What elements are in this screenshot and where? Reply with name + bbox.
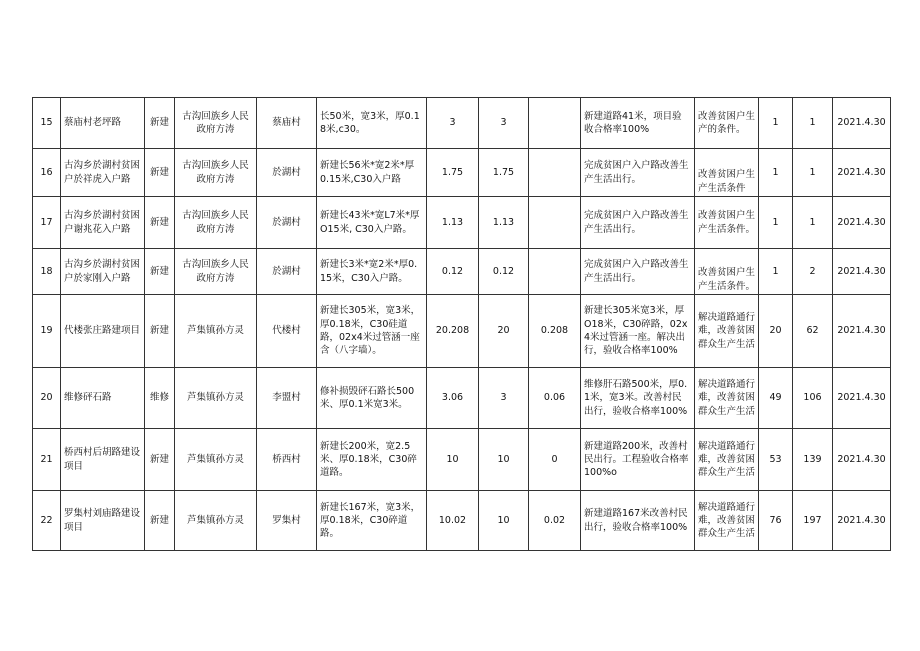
completion-date: 2021.4.30	[833, 295, 891, 368]
village: 罗集村	[257, 491, 317, 551]
benefit-mechanism: 改善贫困户生产生活条件。	[695, 249, 759, 295]
performance-goal: 新建长305米宽3米，厚O18米，C30碎路，02x4米过管涵一座。解决出行，验收合格率100%	[581, 295, 695, 368]
construction-content: 新建长56米*宽2米*厚0.15米,C30入户路	[317, 149, 427, 197]
village: 蔡庙村	[257, 98, 317, 149]
performance-goal: 完成贫困户入户路改善生产生活出行。	[581, 249, 695, 295]
beneficiary-people: 1	[793, 149, 833, 197]
project-name: 代楼张庄路建项目	[61, 295, 145, 368]
responsible-unit: 芦集镇孙方灵	[175, 429, 257, 491]
completion-date: 2021.4.30	[833, 249, 891, 295]
table-row	[33, 429, 891, 491]
construction-type: 新建	[145, 295, 175, 368]
beneficiary-households: 1	[759, 197, 793, 249]
fund-amount-1: 20	[479, 295, 529, 368]
beneficiary-households: 53	[759, 429, 793, 491]
row-number: 17	[33, 197, 61, 249]
fund-amount-2: 0	[529, 429, 581, 491]
completion-date: 2021.4.30	[833, 149, 891, 197]
total-investment: 3.06	[427, 368, 479, 429]
construction-type: 新建	[145, 491, 175, 551]
row-number: 22	[33, 491, 61, 551]
beneficiary-people: 1	[793, 197, 833, 249]
row-number: 20	[33, 368, 61, 429]
construction-content: 新建长3米*宽2米*厚0.15米，C30入户路。	[317, 249, 427, 295]
construction-type: 新建	[145, 249, 175, 295]
fund-amount-1: 10	[479, 491, 529, 551]
benefit-mechanism: 改善贫困户生产的条件。	[695, 98, 759, 149]
fund-amount-2: 0.02	[529, 491, 581, 551]
table-row	[33, 295, 891, 368]
responsible-unit: 古沟回族乡人民政府方涛	[175, 149, 257, 197]
performance-goal: 完成贫困户入户路改善生产生活出行。	[581, 149, 695, 197]
beneficiary-people: 62	[793, 295, 833, 368]
construction-type: 维修	[145, 368, 175, 429]
fund-amount-1: 1.13	[479, 197, 529, 249]
beneficiary-people: 1	[793, 98, 833, 149]
total-investment: 1.13	[427, 197, 479, 249]
responsible-unit: 芦集镇孙方灵	[175, 295, 257, 368]
fund-amount-2	[529, 249, 581, 295]
performance-goal: 新建道路167米改善村民出行，验收合格率100%	[581, 491, 695, 551]
completion-date: 2021.4.30	[833, 197, 891, 249]
responsible-unit: 古沟回族乡人民政府方涛	[175, 98, 257, 149]
total-investment: 10.02	[427, 491, 479, 551]
table-row	[33, 98, 891, 149]
project-name: 罗集村刘庙路建设项目	[61, 491, 145, 551]
village: 李盟村	[257, 368, 317, 429]
beneficiary-people: 106	[793, 368, 833, 429]
completion-date: 2021.4.30	[833, 368, 891, 429]
village: 代楼村	[257, 295, 317, 368]
table-row	[33, 197, 891, 249]
fund-amount-2	[529, 98, 581, 149]
beneficiary-households: 1	[759, 249, 793, 295]
beneficiary-people: 197	[793, 491, 833, 551]
beneficiary-households: 20	[759, 295, 793, 368]
total-investment: 0.12	[427, 249, 479, 295]
total-investment: 1.75	[427, 149, 479, 197]
construction-content: 新建长200米，宽2.5米、厚0.18米，C30碎道路。	[317, 429, 427, 491]
beneficiary-households: 76	[759, 491, 793, 551]
responsible-unit: 芦集镇孙方灵	[175, 491, 257, 551]
fund-amount-2: 0.06	[529, 368, 581, 429]
beneficiary-people: 139	[793, 429, 833, 491]
project-name: 桥西村后胡路建设项目	[61, 429, 145, 491]
total-investment: 3	[427, 98, 479, 149]
project-name: 维修砰石路	[61, 368, 145, 429]
village: 於湖村	[257, 197, 317, 249]
construction-content: 新建长167米，宽3米，厚0.18米，C30碎道路。	[317, 491, 427, 551]
completion-date: 2021.4.30	[833, 98, 891, 149]
benefit-mechanism: 解决道路通行难，改善贫困群众生产生活	[695, 295, 759, 368]
responsible-unit: 芦集镇孙方灵	[175, 368, 257, 429]
beneficiary-households: 1	[759, 149, 793, 197]
fund-amount-2	[529, 149, 581, 197]
row-number: 16	[33, 149, 61, 197]
fund-amount-1: 3	[479, 368, 529, 429]
fund-amount-1: 10	[479, 429, 529, 491]
benefit-mechanism: 解决道路通行难，改善贫困群众生产生活	[695, 429, 759, 491]
project-name: 古沟乡於湖村贫困户於祥虎入户路	[61, 149, 145, 197]
construction-content: 修补损毁砰石路长500米、厚0.1米宽3米。	[317, 368, 427, 429]
total-investment: 20.208	[427, 295, 479, 368]
table-row	[33, 249, 891, 295]
fund-amount-2	[529, 197, 581, 249]
benefit-mechanism: 解决道路通行难，改善贫困群众生产生活	[695, 491, 759, 551]
performance-goal: 完成贫困户入户路改善生产生活出行。	[581, 197, 695, 249]
total-investment: 10	[427, 429, 479, 491]
beneficiary-households: 49	[759, 368, 793, 429]
project-name: 蔡庙村老坪路	[61, 98, 145, 149]
construction-type: 新建	[145, 197, 175, 249]
village: 桥西村	[257, 429, 317, 491]
construction-type: 新建	[145, 429, 175, 491]
benefit-mechanism: 改善贫困户生产生活条件	[695, 149, 759, 197]
responsible-unit: 古沟回族乡人民政府方涛	[175, 197, 257, 249]
responsible-unit: 古沟回族乡人民政府方涛	[175, 249, 257, 295]
construction-type: 新建	[145, 149, 175, 197]
benefit-mechanism: 改善贫困户生产生活条件。	[695, 197, 759, 249]
construction-content: 新建长43米*宽L7米*厚O15米, C30入户路。	[317, 197, 427, 249]
completion-date: 2021.4.30	[833, 491, 891, 551]
construction-content: 新建长305米，宽3米，厚0.18米，C30硅道路，02x4米过管涵一座含（八字墙）。	[317, 295, 427, 368]
village: 於湖村	[257, 249, 317, 295]
row-number: 15	[33, 98, 61, 149]
table-row	[33, 149, 891, 197]
construction-type: 新建	[145, 98, 175, 149]
fund-amount-2: 0.208	[529, 295, 581, 368]
beneficiary-households: 1	[759, 98, 793, 149]
construction-content: 长50米，宽3米，厚0.18米,c30。	[317, 98, 427, 149]
fund-amount-1: 3	[479, 98, 529, 149]
project-name: 古沟乡於湖村贫困户於家刚入户路	[61, 249, 145, 295]
table-row	[33, 368, 891, 429]
benefit-mechanism: 解决道路通行难，改善贫困群众生产生活	[695, 368, 759, 429]
beneficiary-people: 2	[793, 249, 833, 295]
project-name: 古沟乡於湖村贫困户谢兆花入户路	[61, 197, 145, 249]
fund-amount-1: 0.12	[479, 249, 529, 295]
fund-amount-1: 1.75	[479, 149, 529, 197]
performance-goal: 新建道路41米，项目验收合格率100%	[581, 98, 695, 149]
row-number: 21	[33, 429, 61, 491]
table-row	[33, 491, 891, 551]
row-number: 18	[33, 249, 61, 295]
row-number: 19	[33, 295, 61, 368]
village: 於湖村	[257, 149, 317, 197]
performance-goal: 新建道路200米，改善村民出行。工程验收合格率100%o	[581, 429, 695, 491]
performance-goal: 维修肝石路500米，厚0.1米，宽3米。改善村民出行，验收合格率100%	[581, 368, 695, 429]
project-table	[32, 97, 891, 551]
completion-date: 2021.4.30	[833, 429, 891, 491]
